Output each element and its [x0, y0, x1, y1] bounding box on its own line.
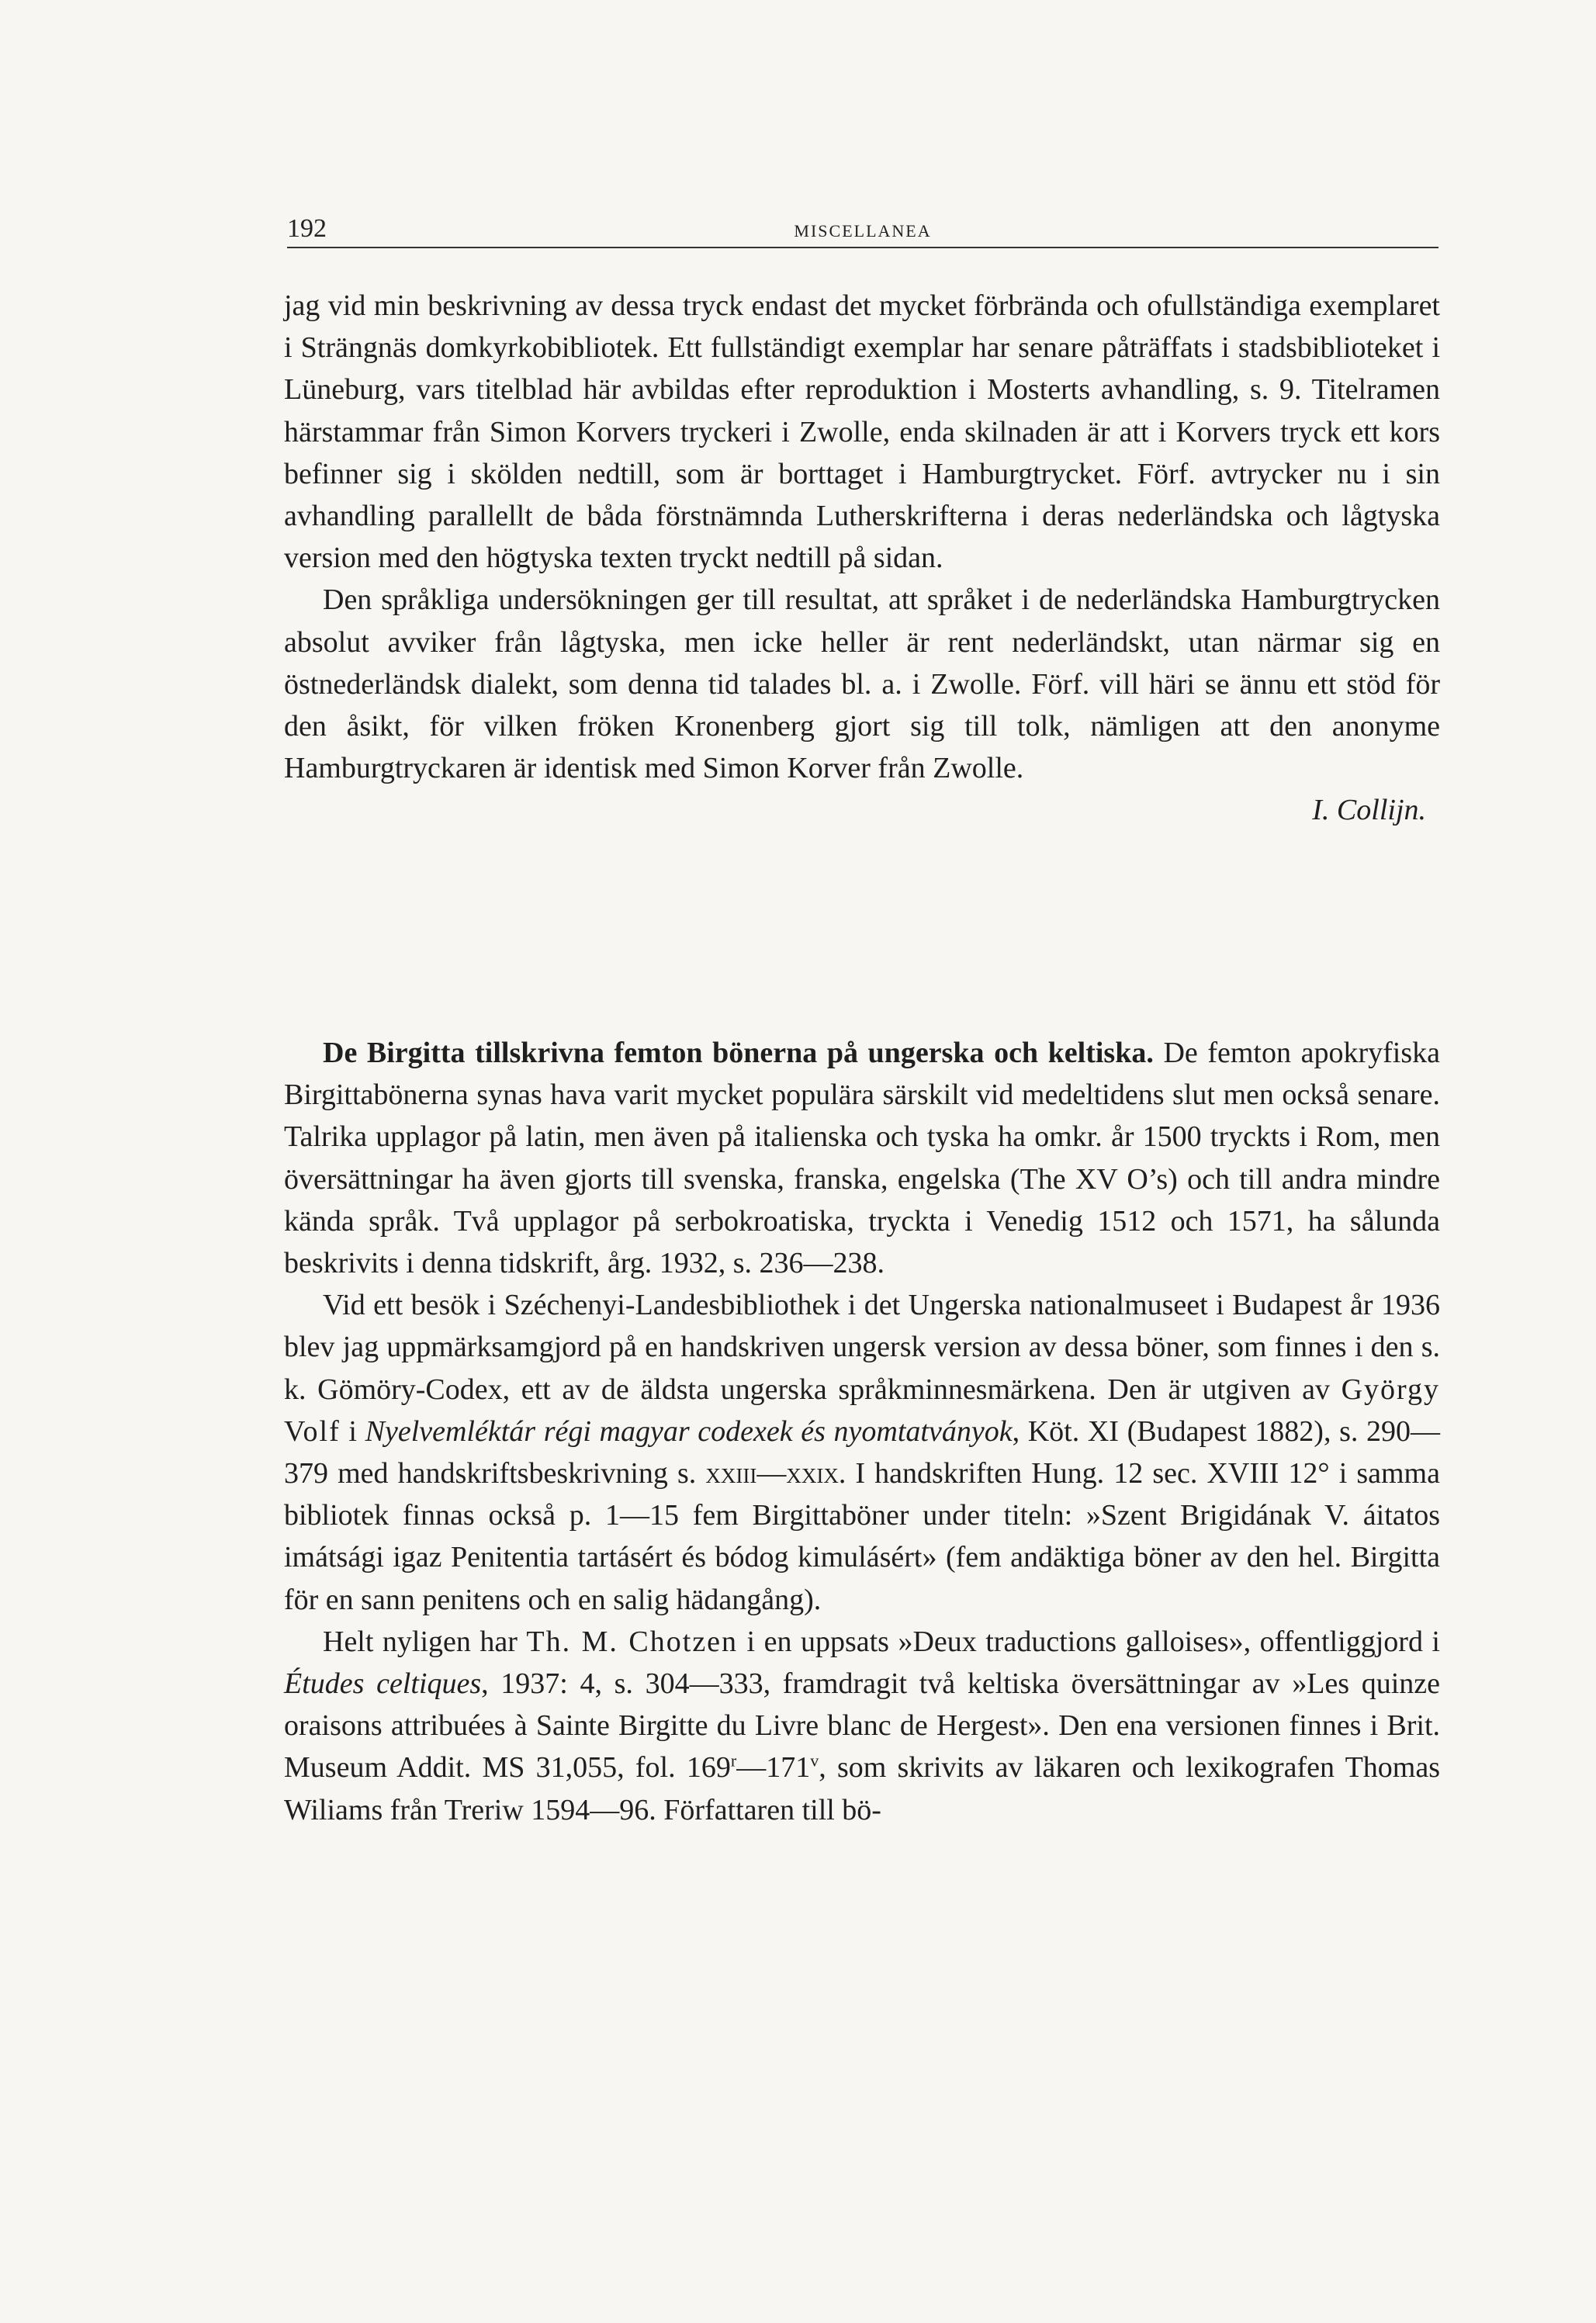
section-title: MISCELLANEA [794, 221, 932, 241]
text-run: i [340, 1414, 365, 1448]
author-name: Th. M. Chotzen [526, 1625, 739, 1658]
article-title: De Birgitta tillskrivna femton bönerna på ungerska och keltiska. [323, 1037, 1154, 1069]
verso-mark: v [810, 1750, 819, 1771]
article [284, 1032, 1440, 1831]
text-run: Vid ett besök i Széchenyi-Landesbibliothek i det Ungerska nationalmuseet i Budapest år 1936 blev jag uppmärksamgjord på en handskriven ungersk version av dessa böner, som finnes i den s. k. Gömöry-Codex, ett av de äldsta ungerska språkminnesmärkena. Den är utgiven av [284, 1289, 1440, 1406]
article-paragraph [284, 1621, 1440, 1831]
running-head [287, 211, 1438, 248]
article-paragraph [284, 1032, 1440, 1284]
text-run: , 1937: 4, s. 304—333, framdragit två keltiska översättningar av »Les quinze oraisons attribuées à Sainte Birgitte du Livre blanc de Hergest». Den ena versionen finnes i Brit. Museum Addit. MS 31,055, fol. 169 [284, 1667, 1440, 1785]
roman-pages: xxiii—xxix [705, 1457, 839, 1490]
text-run: Helt nyligen har [323, 1625, 527, 1658]
text-run: i en uppsats »Deux traductions galloises», offentliggjord i [738, 1625, 1440, 1658]
article-paragraph [284, 1284, 1440, 1621]
paragraph: Den språkliga undersökningen ger till resultat, att språket i de nederländska Hamburgtrycken absolut avviker från lågtyska, men icke heller är rent nederländskt, utan närmar sig en östnederländsk dialekt, som denna tid talades bl. a. i Zwolle. Förf. vill häri se ännu ett stöd för den åsikt, för vilken fröken Kronenberg gjort sig till tolk, nämligen att den anonyme Hamburgtryckaren är identisk med Simon Korver från Zwolle. [284, 583, 1440, 785]
text-run: , som skrivits av läkaren och lexikografen Thomas Wiliams från Treriw 1594—96. Författaren till bö- [284, 1751, 1440, 1826]
paragraph: jag vid min beskrivning av dessa tryck endast det mycket förbrända och ofullständiga exemplaret i Strängnäs domkyrkobibliotek. Ett fullständigt exemplar har senare påträffats i stadsbiblioteket i Lüneburg, vars titelblad här avbildas efter reproduktion i Mosterts avhandling, s. 9. Titelramen härstammar från Simon Korvers tryckeri i Zwolle, enda skilnaden är att i Korvers tryck ett kors befinner sig i skölden nedtill, som är borttaget i Hamburgtrycket. Förf. avtrycker nu i sin avhandling parallellt de båda förstnämnda Lutherskrifterna i deras nederländska och lågtyska version med den högtyska texten tryckt nedtill på sidan. [284, 289, 1440, 575]
page-number: 192 [287, 214, 327, 243]
recto-mark: r [730, 1750, 737, 1771]
text-run: . I handskriften Hung. 12 sec. XVIII 12° i samma bibliotek finnas också p. 1—15 fem Birgittaböner under titeln: »Szent Brigidának V. áitatos imátsági igaz Penitentia tartásért és bódog kimulásért» (fem andäktiga böner av den hel. Birgitta för en sann penitens och en salig hädangång). [284, 1457, 1440, 1616]
author-name: György Volf [284, 1373, 1440, 1448]
signature: I. Collijn. [1312, 794, 1426, 827]
book-title: Nyelvemléktár régi magyar codexek és nyomtatványok [365, 1414, 1013, 1448]
journal-title: Études celtiques [284, 1667, 482, 1701]
review-continuation [284, 285, 1440, 832]
text-run: , Köt. XI (Budapest 1882), s. 290—379 med handskriftsbeskrivning s. [284, 1414, 1441, 1490]
text-run: —171 [736, 1751, 811, 1785]
text-run: De femton apokryfiska Birgittabönerna synas hava varit mycket populära särskilt vid medeltidens slut men också senare. Talrika upplagor på latin, men även på italienska och tyska ha omkr. år 1500 tryckts i Rom, men översättningar ha även gjorts till svenska, franska, engelska (The XV O’s) och till andra mindre kända språk. Två upplagor på serbokroatiska, tryckta i Venedig 1512 och 1571, ha sålunda beskrivits i denna tidskrift, årg. 1932, s. 236—238. [284, 1037, 1440, 1280]
